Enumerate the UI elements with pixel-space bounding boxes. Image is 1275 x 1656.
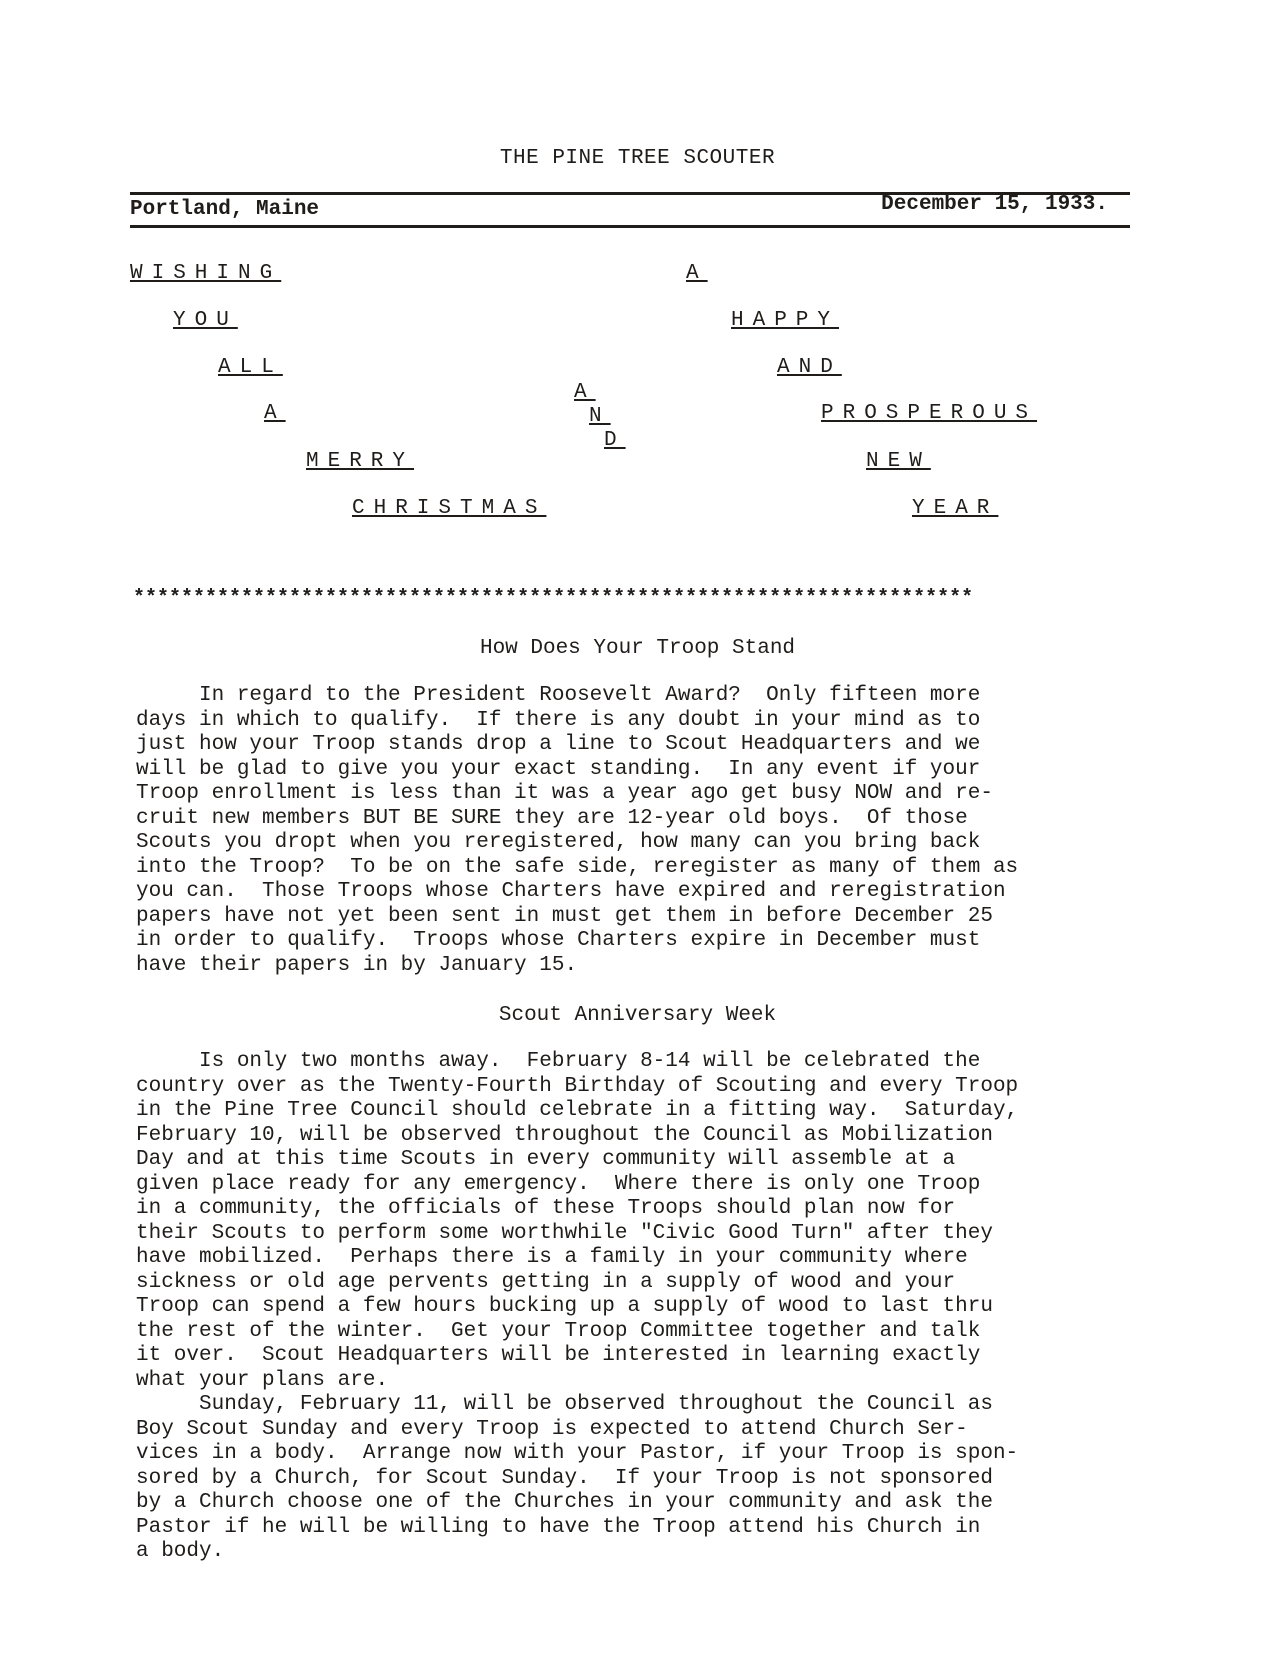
greeting-word-happy: HAPPY: [731, 309, 840, 332]
text-line: Troop can spend a few hours bucking up a supply of wood to last thru: [136, 1295, 993, 1318]
text-line: a body.: [136, 1540, 225, 1563]
newsletter-title: THE PINE TREE SCOUTER: [499, 147, 776, 170]
greeting-letter-d: D: [604, 429, 626, 452]
greeting-word-wishing: WISHING: [130, 262, 282, 285]
greeting-word-all: ALL: [218, 356, 283, 379]
greeting-word-merry: MERRY: [306, 450, 415, 473]
text-line: their Scouts to perform some worthwhile "Civic Good Turn" after they: [136, 1221, 993, 1245]
text-line: Boy Scout Sunday and every Troop is expected to attend Church Ser-: [136, 1417, 968, 1441]
greeting-word-prosperous: PROSPEROUS: [821, 402, 1038, 425]
text-line: it over. Scout Headquarters will be interested in learning exactly: [136, 1344, 981, 1367]
text-line: have mobilized. Perhaps there is a family in your community where: [136, 1246, 968, 1269]
text-line: February 10, will be observed throughout the Council as Mobilization: [136, 1123, 993, 1147]
article-body-anniversary-week: [136, 1050, 1196, 1565]
text-line: Sunday, February 11, will be observed throughout the Council as: [136, 1393, 993, 1416]
text-line: Is only two months away. February 8-14 will be celebrated the: [136, 1050, 981, 1073]
text-line: given place ready for any emergency. Where there is only one Troop: [136, 1172, 981, 1196]
text-line: Scouts you dropt when you reregistered, how many can you bring back: [136, 831, 981, 854]
text-line: you can. Those Troops whose Charters have expired and reregistration: [136, 880, 1006, 903]
greeting-word-new: NEW: [866, 450, 931, 473]
dateline-place: Portland, Maine: [130, 198, 320, 221]
greeting-word-a-right: A: [686, 262, 708, 285]
text-line: the rest of the winter. Get your Troop Committee together and talk: [136, 1319, 981, 1343]
greeting-word-christmas: CHRISTMAS: [352, 497, 547, 520]
text-line: sickness or old age pervents getting in a supply of wood and your: [136, 1270, 956, 1294]
article-body-troop-stand: [136, 684, 1196, 978]
text-line: vices in a body. Arrange now with your Pastor, if your Troop is spon-: [136, 1442, 1019, 1465]
text-line: have their papers in by January 15.: [136, 953, 578, 977]
text-line: sored by a Church, for Scout Sunday. If your Troop is not sponsored: [136, 1466, 993, 1490]
greeting-letter-n: N: [589, 405, 611, 428]
text-line: country over as the Twenty-Fourth Birthday of Scouting and every Troop: [136, 1074, 1019, 1098]
text-line: into the Troop? To be on the safe side, reregister as many of them as: [136, 855, 1019, 879]
text-line: by a Church choose one of the Churches in your community and ask the: [136, 1491, 993, 1514]
text-line: In regard to the President Roosevelt Award? Only fifteen more: [136, 684, 981, 707]
text-line: Pastor if he will be willing to have the Troop attend his Church in: [136, 1515, 981, 1539]
text-line: days in which to qualify. If there is any doubt in your mind as to: [136, 708, 981, 732]
text-line: just how your Troop stands drop a line to Scout Headquarters and we: [136, 733, 981, 756]
text-line: Troop enrollment is less than it was a year ago get busy NOW and re-: [136, 782, 993, 805]
article-heading-anniversary-week: Scout Anniversary Week: [498, 1004, 777, 1027]
text-line: papers have not yet been sent in must get them in before December 25: [136, 904, 993, 928]
article-heading-troop-stand: How Does Your Troop Stand: [479, 637, 796, 660]
dateline-bar: [130, 192, 1130, 228]
text-line: in the Pine Tree Council should celebrate in a fitting way. Saturday,: [136, 1099, 1019, 1122]
text-line: cruit new members BUT BE SURE they are 12-year old boys. Of those: [136, 806, 968, 830]
text-line: what your plans are.: [136, 1368, 389, 1392]
greeting-word-you: YOU: [173, 309, 238, 332]
text-line: Day and at this time Scouts in every community will assemble at a: [136, 1148, 956, 1171]
text-line: will be glad to give you your exact standing. In any event if your: [136, 757, 981, 781]
dateline-date: December 15, 1933.: [881, 193, 1108, 216]
text-line: in a community, the officials of these Troops should plan now for: [136, 1197, 956, 1220]
asterisk-separator: **********************************************************************: [133, 587, 974, 610]
greeting-word-year: YEAR: [912, 497, 999, 520]
greeting-word-a-left: A: [264, 402, 286, 425]
text-line: in order to qualify. Troops whose Charters expire in December must: [136, 929, 981, 952]
greeting-letter-a: A: [574, 381, 596, 404]
greeting-word-and: AND: [777, 356, 842, 379]
